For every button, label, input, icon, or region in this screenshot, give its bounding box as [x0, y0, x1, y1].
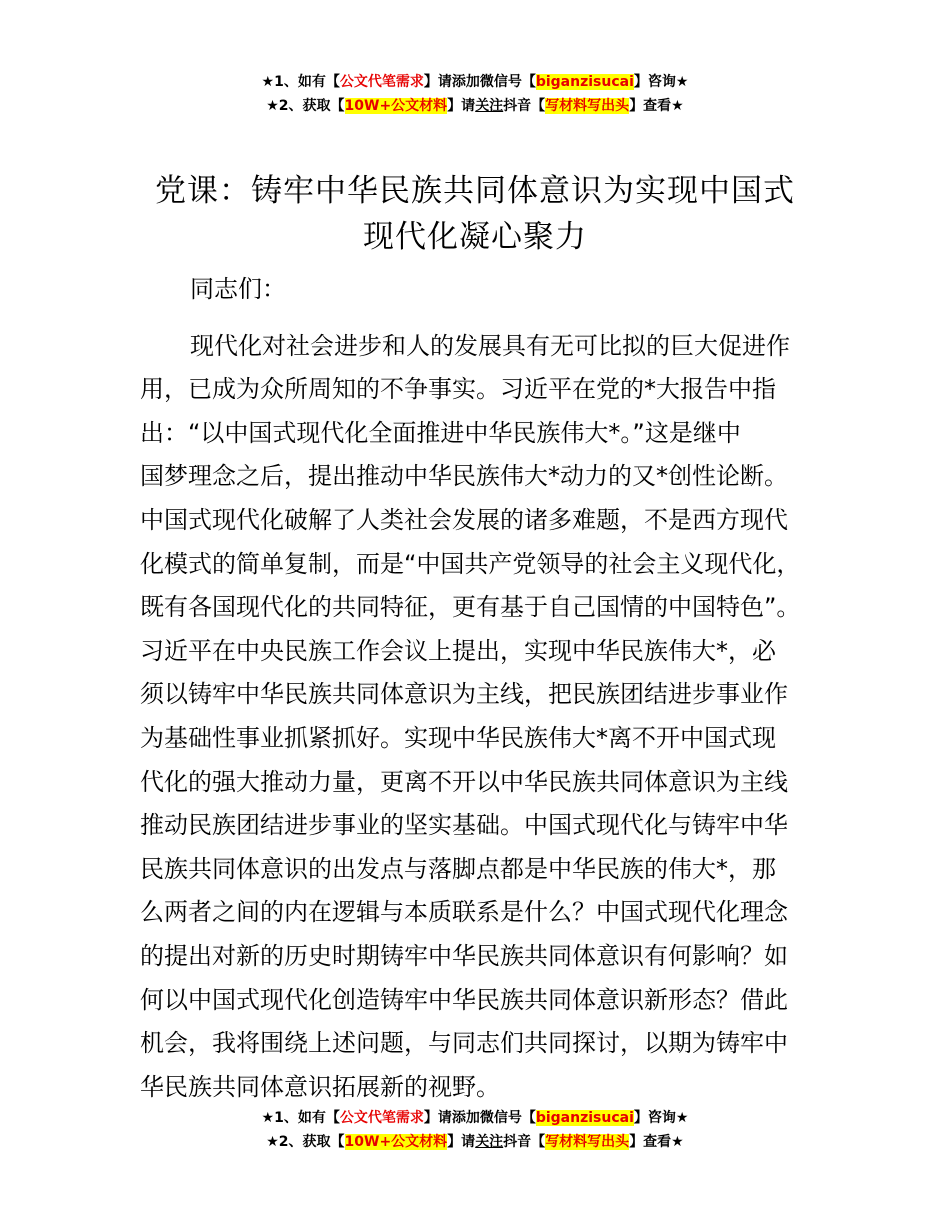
title-line: 现代化凝心聚力	[363, 219, 587, 255]
paragraph-line: 代化的强大推动力量，更离不开以中华民族共同体意识为主线	[140, 767, 788, 796]
promo-line-2: ★2、获取【10W+公文材料】请关注抖音【写材料写出头】查看★	[266, 1134, 684, 1150]
paragraph-line: 么两者之间的内在逻辑与本质联系是什么？中国式现代化理念	[140, 898, 788, 927]
promo-banner-bottom	[0, 1106, 950, 1154]
promo-wechat-id: biganzisucai	[535, 74, 634, 90]
promo-service-label: 公文代笔需求	[339, 74, 424, 90]
paragraph-line: 推动民族团结进步事业的坚实基础。中国式现代化与铸牢中华	[140, 811, 788, 840]
promo-service-label: 公文代笔需求	[339, 1110, 424, 1126]
paragraph-line: 国梦理念之后，提出推动中华民族伟大*动力的又*创性论断。	[140, 462, 788, 491]
paragraph-line: 为基础性事业抓紧抓好。实现中华民族伟大*离不开中国式现	[140, 723, 776, 752]
paragraph-line: 何以中国式现代化创造铸牢中华民族共同体意识新形态？借此	[140, 985, 788, 1014]
paragraph-line: 机会，我将围绕上述问题，与同志们共同探讨，以期为铸牢中	[140, 1029, 788, 1058]
paragraph-line: 习近平在中央民族工作会议上提出，实现中华民族伟大*，必	[140, 636, 776, 665]
promo-materials-label: 10W+公文材料	[344, 1134, 448, 1150]
body-paragraph	[140, 325, 830, 1110]
promo-douyin-account: 写材料写出头	[545, 98, 630, 114]
promo-line-1: ★1、如有【公文代笔需求】请添加微信号【biganzisucai】咨询★	[261, 74, 689, 90]
promo-line-1: ★1、如有【公文代笔需求】请添加微信号【biganzisucai】咨询★	[261, 1110, 689, 1126]
promo-wechat-id: biganzisucai	[535, 1110, 634, 1126]
paragraph-line: 中国式现代化破解了人类社会发展的诸多难题，不是西方现代	[140, 505, 788, 534]
paragraph-line: 既有各国现代化的共同特征，更有基于自己国情的中国特色”。	[140, 593, 801, 622]
promo-materials-label: 10W+公文材料	[344, 98, 448, 114]
promo-douyin-account: 写材料写出头	[545, 1134, 630, 1150]
paragraph-line: 用，已成为众所周知的不争事实。习近平在党的*大报告中指	[140, 375, 776, 404]
paragraph-line: 出：“以中国式现代化全面推进中华民族伟大*。”这是继中	[140, 418, 741, 447]
title-line: 党课：铸牢中华民族共同体意识为实现中国式	[155, 173, 795, 209]
paragraph-line: 化模式的简单复制，而是“中国共产党领导的社会主义现代化，	[140, 549, 801, 578]
promo-banner-top	[0, 70, 950, 118]
paragraph-line: 民族共同体意识的出发点与落脚点都是中华民族的伟大*，那	[140, 854, 776, 883]
paragraph-line: 华民族共同体意识拓展新的视野。	[140, 1072, 500, 1101]
paragraph-line: 的提出对新的历史时期铸牢中华民族共同体意识有何影响？如	[140, 941, 788, 970]
document-title	[100, 168, 850, 260]
salutation: 同志们：	[190, 275, 286, 303]
paragraph-line: 现代化对社会进步和人的发展具有无可比拟的巨大促进作	[190, 331, 790, 360]
document-body	[140, 268, 830, 1109]
paragraph-line: 须以铸牢中华民族共同体意识为主线，把民族团结进步事业作	[140, 680, 788, 709]
promo-line-2: ★2、获取【10W+公文材料】请关注抖音【写材料写出头】查看★	[266, 98, 684, 114]
